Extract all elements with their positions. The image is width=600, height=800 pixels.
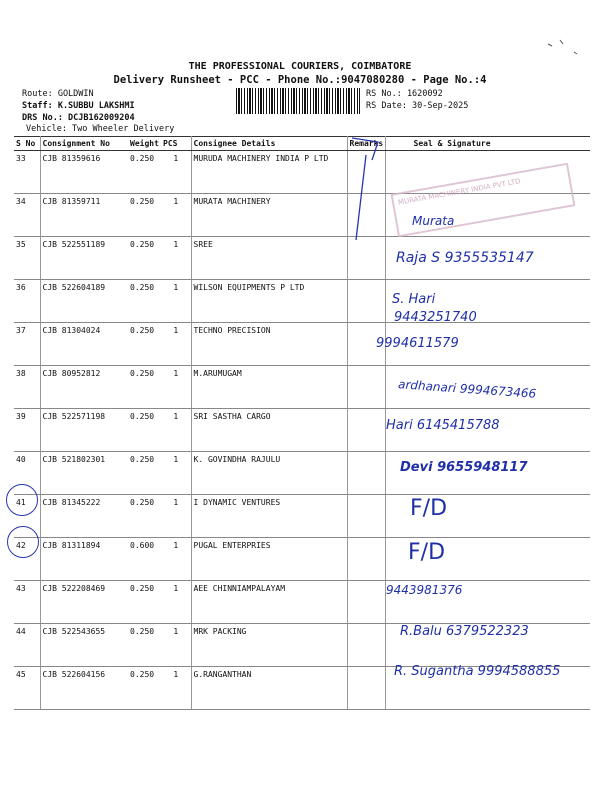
- signature-34: Murata: [412, 214, 455, 228]
- cell-consignment: CJB 522604156: [40, 667, 128, 710]
- signature-41: F/D: [410, 496, 448, 521]
- cell-sno: 33: [14, 151, 40, 194]
- cell-consignment: CJB 522551189: [40, 237, 128, 280]
- cell-consignment: CJB 81359616: [40, 151, 128, 194]
- cell-sno: 40: [14, 452, 40, 495]
- col-weight: Weight: [128, 137, 161, 151]
- cell-consignment: CJB 81304024: [40, 323, 128, 366]
- cell-pcs: 1: [161, 581, 191, 624]
- cell-weight: 0.250: [128, 667, 161, 710]
- cell-sno: 45: [14, 667, 40, 710]
- rs-date: RS Date: 30-Sep-2025: [366, 101, 469, 111]
- cell-pcs: 1: [161, 151, 191, 194]
- drs-label: DRS No.: DCJB162009204: [22, 113, 135, 123]
- cell-sno: 43: [14, 581, 40, 624]
- cell-weight: 0.250: [128, 581, 161, 624]
- company-stamp: MURATA MACHINERY INDIA PVT LTD: [391, 163, 576, 238]
- cell-sno: 38: [14, 366, 40, 409]
- cell-weight: 0.250: [128, 323, 161, 366]
- cell-pcs: 1: [161, 280, 191, 323]
- sno-42-circle: [7, 526, 39, 558]
- cell-consignee: SRI SASTHA CARGO: [191, 409, 347, 452]
- cell-pcs: 1: [161, 237, 191, 280]
- signature-45: R. Sugantha 9994588855: [394, 664, 561, 679]
- cell-consignee: TECHNO PRECISION: [191, 323, 347, 366]
- cell-sno: 35: [14, 237, 40, 280]
- rs-number: RS No.: 1620092: [366, 89, 443, 99]
- col-signature: Seal & Signature: [385, 137, 590, 151]
- cell-sno: 34: [14, 194, 40, 237]
- cell-consignee: SREE: [191, 237, 347, 280]
- sno-41-circle: [6, 484, 38, 516]
- signature-36-phone: 9443251740: [394, 310, 477, 325]
- col-pcs: PCS: [161, 137, 191, 151]
- col-sno: S No: [14, 137, 40, 151]
- signature-38: ardhanari 9994673466: [397, 377, 537, 401]
- cell-weight: 0.600: [128, 538, 161, 581]
- cell-sno: 42: [14, 538, 40, 581]
- cell-pcs: 1: [161, 495, 191, 538]
- col-consignee: Consignee Details: [191, 137, 347, 151]
- route-label: Route: GOLDWIN: [22, 89, 94, 99]
- cell-weight: 0.250: [128, 280, 161, 323]
- signature-40: Devi 9655948117: [400, 460, 528, 475]
- signature-39: Hari 6145415788: [386, 418, 500, 433]
- cell-sno: 37: [14, 323, 40, 366]
- cell-pcs: 1: [161, 409, 191, 452]
- staff-label: Staff: K.SUBBU LAKSHMI: [22, 101, 135, 111]
- cell-consignment: CJB 81359711: [40, 194, 128, 237]
- cell-consignee: MURUDA MACHINERY INDIA P LTD: [191, 151, 347, 194]
- cell-sno: 36: [14, 280, 40, 323]
- cell-sno: 44: [14, 624, 40, 667]
- cell-consignment: CJB 81345222: [40, 495, 128, 538]
- cell-pcs: 1: [161, 194, 191, 237]
- signature-43: 9443981376: [386, 583, 463, 597]
- cell-weight: 0.250: [128, 624, 161, 667]
- cell-consignee: PUGAL ENTERPRIES: [191, 538, 347, 581]
- cell-pcs: 1: [161, 366, 191, 409]
- cell-weight: 0.250: [128, 495, 161, 538]
- cell-consignment: CJB 522571198: [40, 409, 128, 452]
- cell-consignee: AEE CHINNIAMPALAYAM: [191, 581, 347, 624]
- cell-pcs: 1: [161, 667, 191, 710]
- cell-consignment: CJB 522543655: [40, 624, 128, 667]
- cell-consignment: CJB 522208469: [40, 581, 128, 624]
- cell-consignment: CJB 81311894: [40, 538, 128, 581]
- signature-36-name: S. Hari: [392, 292, 436, 307]
- cell-consignee: I DYNAMIC VENTURES: [191, 495, 347, 538]
- cell-sno: 41: [14, 495, 40, 538]
- cell-pcs: 1: [161, 323, 191, 366]
- vehicle-label: Vehicle: Two Wheeler Delivery: [26, 124, 175, 134]
- cell-pcs: 1: [161, 452, 191, 495]
- runsheet-subtitle: Delivery Runsheet - PCC - Phone No.:9047080280 - Page No.:4: [113, 74, 487, 86]
- checkmark-stroke: [352, 138, 378, 240]
- cell-pcs: 1: [161, 538, 191, 581]
- cell-weight: 0.250: [128, 194, 161, 237]
- cell-weight: 0.250: [128, 409, 161, 452]
- cell-consignee: WILSON EQUIPMENTS P LTD: [191, 280, 347, 323]
- cell-pcs: 1: [161, 624, 191, 667]
- signature-42: F/D: [408, 540, 446, 565]
- corner-marks: [548, 40, 577, 54]
- cell-weight: 0.250: [128, 151, 161, 194]
- cell-consignment: CJB 521802301: [40, 452, 128, 495]
- cell-consignment: CJB 522604189: [40, 280, 128, 323]
- col-consignment: Consignment No: [40, 137, 128, 151]
- cell-weight: 0.250: [128, 366, 161, 409]
- company-title: THE PROFESSIONAL COURIERS, COIMBATORE: [188, 61, 412, 72]
- signature-44: R.Balu 6379522323: [400, 624, 529, 639]
- cell-weight: 0.250: [128, 237, 161, 280]
- signature-35: Raja S 9355535147: [396, 250, 534, 266]
- col-remarks: Remarks: [347, 137, 385, 151]
- cell-consignee: MRK PACKING: [191, 624, 347, 667]
- cell-consignee: G.RANGANTHAN: [191, 667, 347, 710]
- cell-sno: 39: [14, 409, 40, 452]
- cell-consignee: K. GOVINDHA RAJULU: [191, 452, 347, 495]
- cell-consignee: M.ARUMUGAM: [191, 366, 347, 409]
- cell-consignee: MURATA MACHINERY: [191, 194, 347, 237]
- cell-weight: 0.250: [128, 452, 161, 495]
- signature-37: 9994611579: [376, 336, 459, 351]
- cell-consignment: CJB 80952812: [40, 366, 128, 409]
